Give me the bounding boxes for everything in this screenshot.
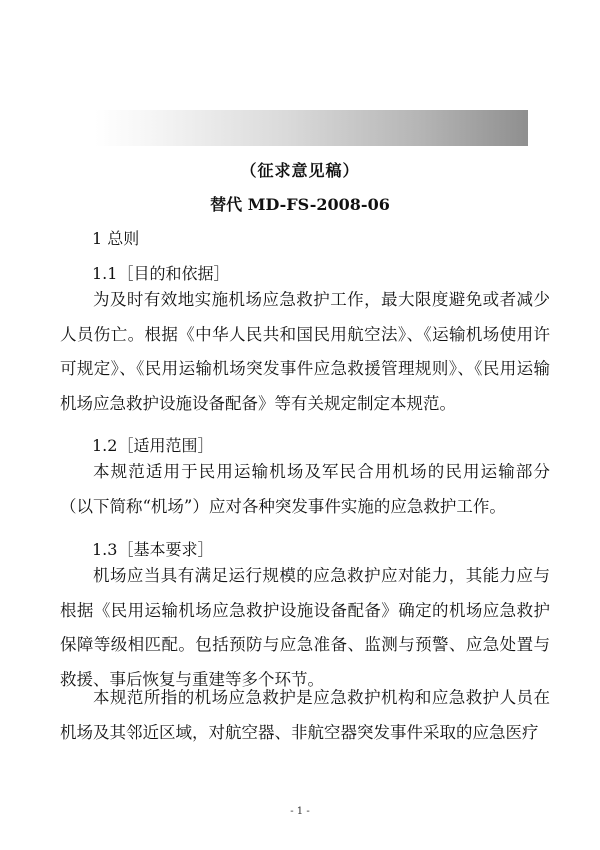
section-heading-requirements: 1.3［基本要求］ <box>92 540 214 559</box>
paragraph-requirements: 机场应当具有满足运行规模的应急救护应对能力，其能力应与根据《民用运输机场应急救护设施设备配备》确定的机场应急救护保障等级相匹配。包括预防与应急准备、监测与预警、应急处置与救援、事后恢复与重建等多个环节。 <box>60 566 550 689</box>
paragraph-definition: 本规范所指的机场应急救护是应急救护机构和应急救护人员在机场及其邻近区域，对航空器、非航空器突发事件采取的应急医疗 <box>60 688 550 742</box>
header-gradient-band <box>95 110 528 146</box>
paragraph-purpose: 为及时有效地实施机场应急救护工作，最大限度避免或者减少人员伤亡。根据《中华人民共和国民用航空法》、《运输机场使用许可规定》、《民用运输机场突发事件应急救援管理规则》、《民用运输机场应急救护设施设备配备》等有关规定制定本规范。 <box>60 290 550 413</box>
section-heading-general: 1 总则 <box>92 229 140 248</box>
section-heading-scope: 1.2［适用范围］ <box>92 436 214 455</box>
page-number: - 1 - <box>290 806 310 817</box>
replaces-document-code: 替代 MD-FS-2008-06 <box>210 195 390 214</box>
paragraph-scope: 本规范适用于民用运输机场及军民合用机场的民用运输部分（以下简称“机场”）应对各种突发事件实施的应急救护工作。 <box>60 462 550 516</box>
draft-status: （征求意见稿） <box>240 161 360 180</box>
section-heading-purpose: 1.1［目的和依据］ <box>92 264 230 283</box>
